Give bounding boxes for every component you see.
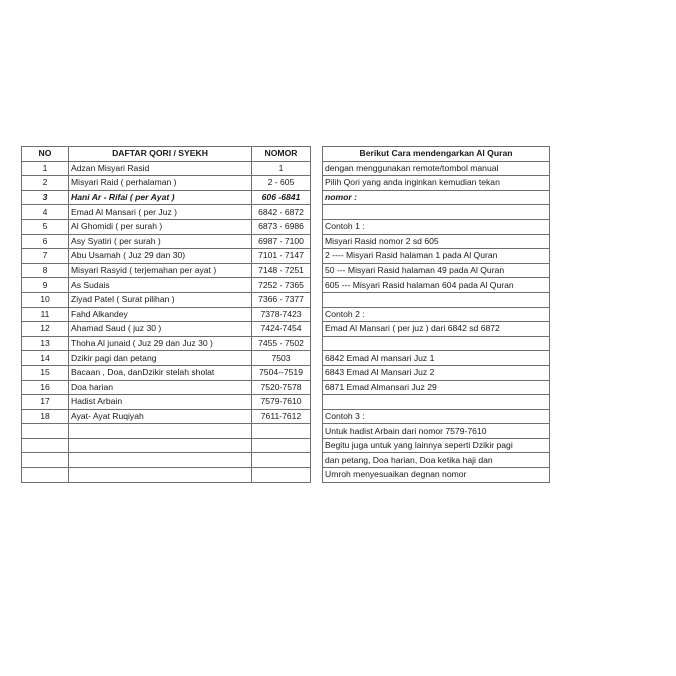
guide-line: 6842 Emad Al mansari Juz 1 xyxy=(323,351,550,366)
guide-line: nomor : xyxy=(323,190,550,205)
row-no: 8 xyxy=(22,263,69,278)
row-no: 14 xyxy=(22,351,69,366)
table-row xyxy=(22,438,311,453)
row-nomor: 1 xyxy=(252,161,311,176)
row-no: 5 xyxy=(22,219,69,234)
guide-line: dan petang, Doa harian, Doa ketika haji dan xyxy=(323,453,550,468)
row-qori-name: Adzan Misyari Rasid xyxy=(69,161,252,176)
table-row xyxy=(22,409,311,424)
header-nomor: NOMOR xyxy=(252,147,311,162)
row-qori-name: Abu Usamah ( Juz 29 dan 30) xyxy=(69,249,252,264)
table-row xyxy=(323,205,550,220)
guide-line: Begitu juga untuk yang lainnya seperti Dzikir pagi xyxy=(323,438,550,453)
row-no: 11 xyxy=(22,307,69,322)
row-no xyxy=(22,468,69,483)
guide-line xyxy=(323,205,550,220)
table-row xyxy=(323,424,550,439)
table-row xyxy=(22,161,311,176)
table-row xyxy=(323,263,550,278)
row-no: 1 xyxy=(22,161,69,176)
table-row xyxy=(22,453,311,468)
row-nomor: 6987 - 7100 xyxy=(252,234,311,249)
row-nomor: 7520-7578 xyxy=(252,380,311,395)
guide-line: Umroh menyesuaikan degnan nomor xyxy=(323,468,550,483)
qori-list-table xyxy=(21,146,311,483)
row-no: 17 xyxy=(22,395,69,410)
table-row xyxy=(323,409,550,424)
table-row xyxy=(22,190,311,205)
row-nomor xyxy=(252,438,311,453)
row-qori-name: As Sudais xyxy=(69,278,252,293)
table-row xyxy=(22,468,311,483)
row-nomor xyxy=(252,453,311,468)
guide-line: 6871 Emad Almansari Juz 29 xyxy=(323,380,550,395)
row-qori-name: Al Ghomidi ( per surah ) xyxy=(69,219,252,234)
table-row xyxy=(22,307,311,322)
row-no: 7 xyxy=(22,249,69,264)
row-no: 13 xyxy=(22,336,69,351)
table-row xyxy=(22,234,311,249)
table-row xyxy=(22,336,311,351)
table-row xyxy=(22,219,311,234)
row-qori-name xyxy=(69,424,252,439)
row-nomor: 2 - 605 xyxy=(252,176,311,191)
row-no: 15 xyxy=(22,365,69,380)
row-qori-name: Ayat- Ayat Ruqiyah xyxy=(69,409,252,424)
table-row xyxy=(323,292,550,307)
table-row xyxy=(323,453,550,468)
row-nomor: 7504--7519 xyxy=(252,365,311,380)
table-row xyxy=(22,263,311,278)
guide-line: Emad Al Mansari ( per juz ) dari 6842 sd 6872 xyxy=(323,322,550,337)
row-no: 10 xyxy=(22,292,69,307)
row-nomor: 7148 - 7251 xyxy=(252,263,311,278)
guide-table xyxy=(322,146,550,483)
row-no: 6 xyxy=(22,234,69,249)
table-row xyxy=(323,307,550,322)
row-no xyxy=(22,453,69,468)
row-nomor: 7252 - 7365 xyxy=(252,278,311,293)
table-row xyxy=(22,424,311,439)
guide-line: Untuk hadist Arbain dari nomor 7579-7610 xyxy=(323,424,550,439)
table-row xyxy=(323,190,550,205)
row-no: 2 xyxy=(22,176,69,191)
table-row xyxy=(323,351,550,366)
row-nomor: 7378-7423 xyxy=(252,307,311,322)
row-qori-name: Bacaan , Doa, danDzikir stelah sholat xyxy=(69,365,252,380)
table-row xyxy=(22,205,311,220)
table-row xyxy=(22,292,311,307)
table-row xyxy=(22,380,311,395)
row-qori-name: Fahd Alkandey xyxy=(69,307,252,322)
guide-line: 605 --- Misyari Rasid halaman 604 pada Al Quran xyxy=(323,278,550,293)
guide-table-header-row xyxy=(323,147,550,162)
row-nomor: 7424-7454 xyxy=(252,322,311,337)
guide-header: Berikut Cara mendengarkan Al Quran xyxy=(323,147,550,162)
guide-line: Contoh 3 : xyxy=(323,409,550,424)
row-no: 4 xyxy=(22,205,69,220)
row-nomor: 7455 - 7502 xyxy=(252,336,311,351)
guide-line: dengan menggunakan remote/tombol manual xyxy=(323,161,550,176)
row-no: 3 xyxy=(22,190,69,205)
row-no: 18 xyxy=(22,409,69,424)
row-nomor: 7611-7612 xyxy=(252,409,311,424)
table-row xyxy=(323,336,550,351)
row-nomor: 6873 - 6986 xyxy=(252,219,311,234)
row-qori-name: Misyari Raid ( perhalaman ) xyxy=(69,176,252,191)
table-row xyxy=(323,322,550,337)
row-qori-name: Hani Ar - Rifai ( per Ayat ) xyxy=(69,190,252,205)
table-row xyxy=(22,278,311,293)
table-row xyxy=(323,365,550,380)
row-no: 9 xyxy=(22,278,69,293)
row-qori-name: Thoha Al junaid ( Juz 29 dan Juz 30 ) xyxy=(69,336,252,351)
row-no: 16 xyxy=(22,380,69,395)
table-row xyxy=(22,176,311,191)
table-row xyxy=(22,322,311,337)
guide-line xyxy=(323,336,550,351)
row-no xyxy=(22,424,69,439)
table-row xyxy=(22,351,311,366)
table-row xyxy=(323,249,550,264)
table-row xyxy=(323,380,550,395)
row-qori-name: Misyari Rasyid ( terjemahan per ayat ) xyxy=(69,263,252,278)
row-qori-name: Emad Al Mansari ( per Juz ) xyxy=(69,205,252,220)
row-qori-name: Ziyad Patel ( Surat pilihan ) xyxy=(69,292,252,307)
row-qori-name xyxy=(69,468,252,483)
row-qori-name xyxy=(69,438,252,453)
guide-line: 2 ---- Misyari Rasid halaman 1 pada Al Quran xyxy=(323,249,550,264)
table-row xyxy=(22,249,311,264)
row-nomor xyxy=(252,468,311,483)
guide-line: Pilih Qori yang anda inginkan kemudian tekan xyxy=(323,176,550,191)
guide-line: 50 --- Misyari Rasid halaman 49 pada Al Quran xyxy=(323,263,550,278)
header-qori-name: DAFTAR QORI / SYEKH xyxy=(69,147,252,162)
row-nomor: 606 -6841 xyxy=(252,190,311,205)
row-nomor: 7579-7610 xyxy=(252,395,311,410)
table-row xyxy=(323,219,550,234)
table-row xyxy=(22,395,311,410)
table-row xyxy=(323,278,550,293)
table-row xyxy=(323,468,550,483)
row-no xyxy=(22,438,69,453)
table-row xyxy=(323,438,550,453)
guide-line: Contoh 2 : xyxy=(323,307,550,322)
guide-line: Contoh 1 : xyxy=(323,219,550,234)
table-row xyxy=(323,176,550,191)
table-row xyxy=(323,395,550,410)
row-qori-name: Ahamad Saud ( juz 30 ) xyxy=(69,322,252,337)
row-no: 12 xyxy=(22,322,69,337)
row-qori-name: Asy Syatiri ( per surah ) xyxy=(69,234,252,249)
row-nomor: 7101 - 7147 xyxy=(252,249,311,264)
row-qori-name: Hadist Arbain xyxy=(69,395,252,410)
table-row xyxy=(22,365,311,380)
row-qori-name: Doa harian xyxy=(69,380,252,395)
qori-table-header-row xyxy=(22,147,311,162)
guide-line: 6843 Emad Al Mansari Juz 2 xyxy=(323,365,550,380)
row-qori-name xyxy=(69,453,252,468)
guide-line xyxy=(323,292,550,307)
table-row xyxy=(323,161,550,176)
table-row xyxy=(323,234,550,249)
header-no: NO xyxy=(22,147,69,162)
row-nomor: 7503 xyxy=(252,351,311,366)
row-nomor xyxy=(252,424,311,439)
row-qori-name: Dzikir pagi dan petang xyxy=(69,351,252,366)
guide-line: Misyari Rasid nomor 2 sd 605 xyxy=(323,234,550,249)
guide-line xyxy=(323,395,550,410)
row-nomor: 7366 - 7377 xyxy=(252,292,311,307)
row-nomor: 6842 - 6872 xyxy=(252,205,311,220)
